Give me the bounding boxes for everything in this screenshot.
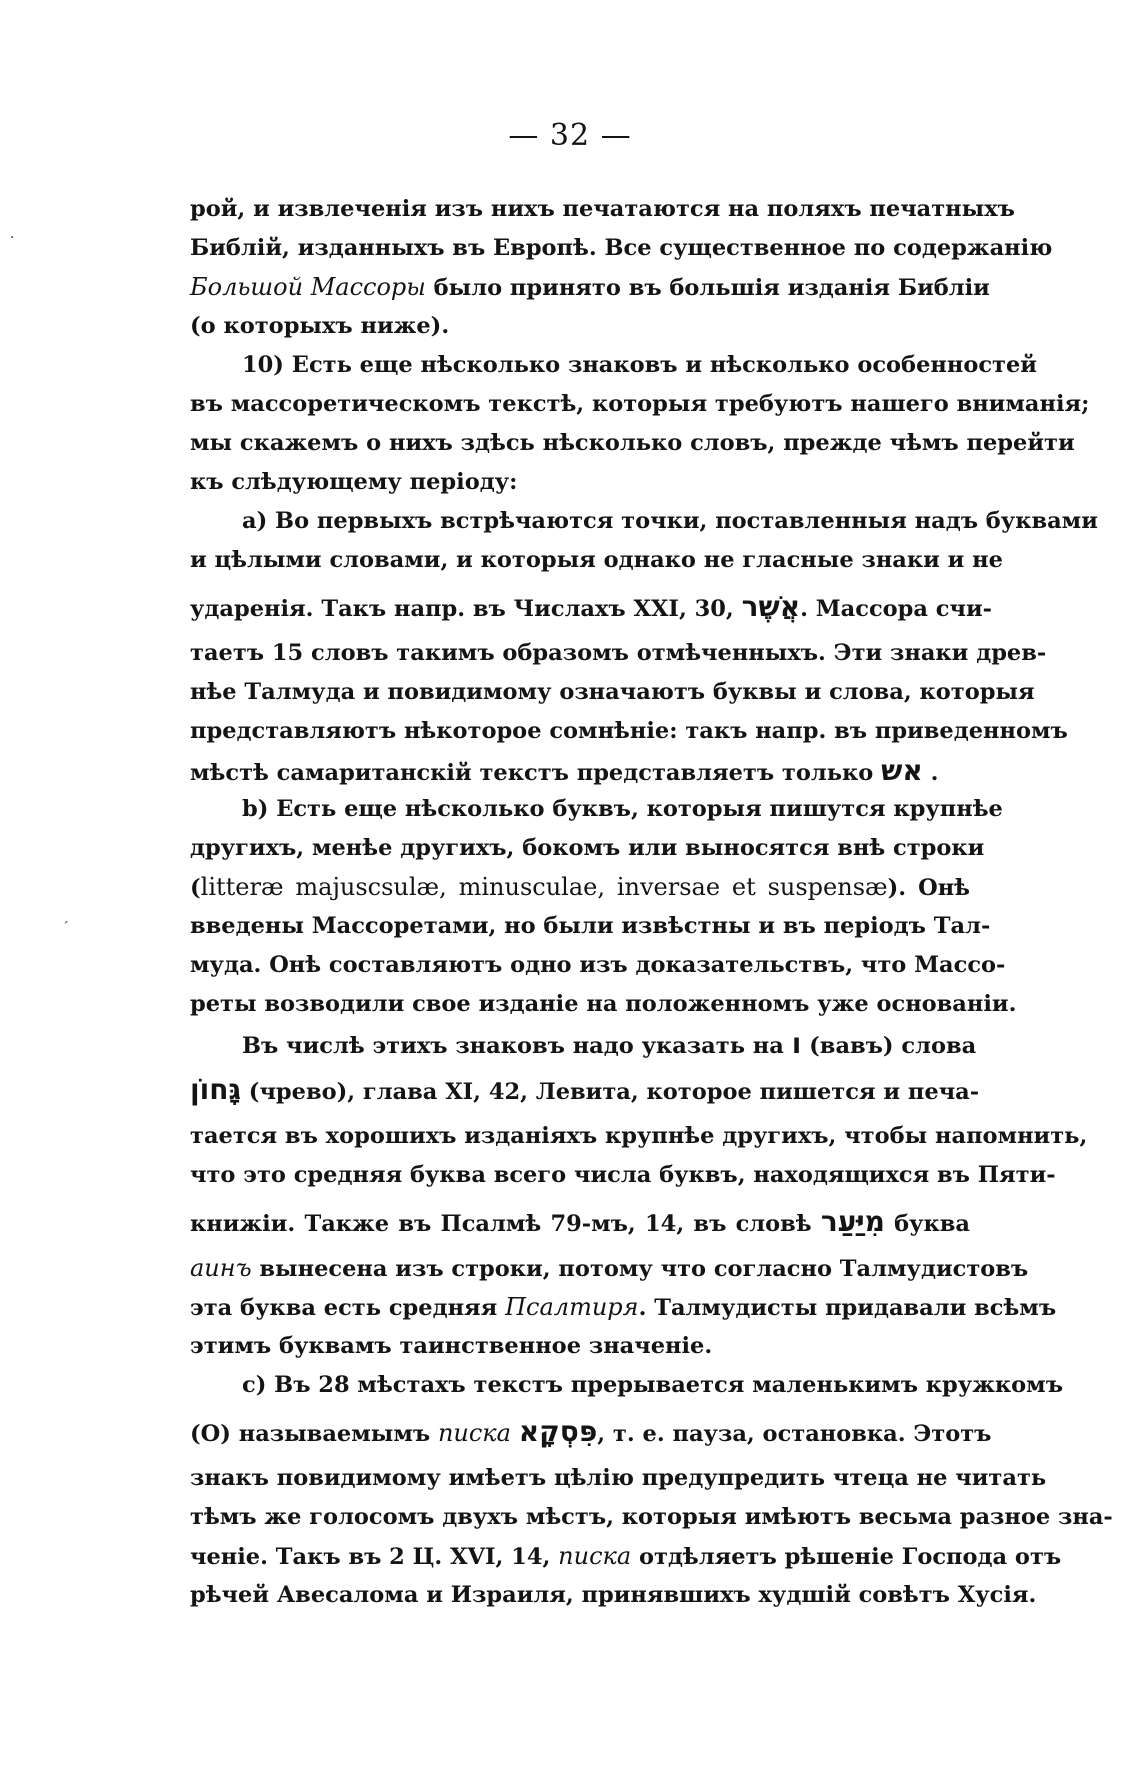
scan-speck: · bbox=[10, 230, 15, 246]
text-line: (litteræ majuscsulæ, minusculae, inversae et suspensæ). Онѣ bbox=[190, 873, 971, 901]
text-line: аинъ вынесена изъ строки, потому что согласно Талмудистовъ bbox=[190, 1254, 1029, 1282]
text-line: нѣе Талмуда и повидимому означаютъ буквы и слова, которыя bbox=[190, 679, 1035, 705]
hebrew-word: פִּסְקָא bbox=[518, 1415, 598, 1448]
text-line: a) Во первыхъ встрѣчаются точки, поставленныя надъ буквами bbox=[242, 508, 1098, 534]
text-line: (о которыхъ ниже). bbox=[190, 313, 450, 339]
text-line: въ массоретическомъ текстѣ, которыя требуютъ нашего вниманія; bbox=[190, 391, 1090, 417]
text-line: Въ числѣ этихъ знаковъ надо указать на ו (вавъ) слова bbox=[242, 1027, 977, 1060]
text-line: знакъ повидимому имѣетъ цѣлію предупредить чтеца не читать bbox=[190, 1465, 1047, 1491]
text-line: тается въ хорошихъ изданіяхъ крупнѣе другихъ, чтобы напомнить, bbox=[190, 1123, 1088, 1149]
page-number: — 32 — bbox=[508, 118, 632, 153]
text-line: Библій, изданныхъ въ Европѣ. Все существенное по содержанію bbox=[190, 235, 1053, 261]
text-line: мы скажемъ о нихъ здѣсь нѣсколько словъ, прежде чѣмъ перейти bbox=[190, 430, 1075, 456]
text-line: (O) называемымъ писка פִּסְקָא, т. е. пауза, остановка. Этотъ bbox=[190, 1415, 992, 1448]
text-line: книжіи. Также въ Псалмѣ 79-мъ, 14, въ словѣ מִיַּעַר буква bbox=[190, 1205, 970, 1238]
hebrew-word: מִיַּעַר bbox=[820, 1205, 885, 1238]
text-line: таетъ 15 словъ такимъ образомъ отмѣченныхъ. Эти знаки древ- bbox=[190, 640, 1047, 666]
text-line: къ слѣдующему періоду: bbox=[190, 469, 518, 495]
text-line: Большой Массоры было принято въ большія изданія Библіи bbox=[190, 273, 990, 301]
text-line: и цѣлыми словами, и которыя однако не гласные знаки и не bbox=[190, 547, 1003, 573]
text-line: этимъ буквамъ таинственное значеніе. bbox=[190, 1333, 713, 1359]
text-line: мѣстѣ самаританскій текстъ представляетъ только אש . bbox=[190, 754, 939, 787]
text-line: введены Массоретами, но были извѣстны и въ періодъ Тал- bbox=[190, 913, 991, 939]
text-line: b) Есть еще нѣсколько буквъ, которыя пишутся крупнѣе bbox=[242, 796, 1003, 822]
text-line: גָּחוֹן (чрево), глава XI, 42, Левита, которое пишется и печа- bbox=[190, 1073, 980, 1106]
text-line: рѣчей Авесалома и Израиля, принявшихъ худшій совѣтъ Хусія. bbox=[190, 1582, 1037, 1608]
body-text bbox=[190, 190, 1113, 1615]
text-line: реты возводили свое изданіе на положенномъ уже основаніи. bbox=[190, 991, 1017, 1017]
text-line: представляютъ нѣкоторое сомнѣніе: такъ напр. въ приведенномъ bbox=[190, 718, 1068, 744]
text-line: c) Въ 28 мѣстахъ текстъ прерывается маленькимъ кружкомъ bbox=[242, 1372, 1063, 1398]
text-line: муда. Онѣ составляютъ одно изъ доказательствъ, что Массо- bbox=[190, 952, 1006, 978]
scan-speck: ´ bbox=[62, 920, 69, 936]
italic-term: писка bbox=[558, 1542, 632, 1570]
text-line: тѣмъ же голосомъ двухъ мѣстъ, которыя имѣютъ весьма разное зна- bbox=[190, 1504, 1113, 1530]
hebrew-letter: ו bbox=[791, 1027, 802, 1060]
hebrew-word: אש bbox=[881, 754, 923, 787]
text-line: ударенія. Такъ напр. въ Числахъ XXI, 30, אֲשֶׁר. Массора счи- bbox=[190, 590, 992, 623]
hebrew-word: אֲשֶׁר bbox=[741, 590, 801, 623]
text-line: 10) Есть еще нѣсколько знаковъ и нѣсколько особенностей bbox=[242, 352, 1037, 378]
text-line: другихъ, менѣе другихъ, бокомъ или выносятся внѣ строки bbox=[190, 835, 985, 861]
italic-term: писка bbox=[437, 1419, 511, 1447]
latin-terms: litteræ majuscsulæ, minusculae, inversae et suspensæ bbox=[200, 873, 888, 901]
italic-term: Псалтиря bbox=[505, 1293, 639, 1321]
text-line: эта буква есть средняя Псалтиря. Талмудисты придавали всѣмъ bbox=[190, 1293, 1057, 1321]
italic-term: аинъ bbox=[190, 1254, 252, 1282]
text-line: что это средняя буква всего числа буквъ, находящихся въ Пяти- bbox=[190, 1162, 1056, 1188]
text-line: рой, и извлеченія изъ нихъ печатаются на поляхъ печатныхъ bbox=[190, 196, 1015, 222]
text-line: ченіе. Такъ въ 2 Ц. XVI, 14, писка отдѣляетъ рѣшеніе Господа отъ bbox=[190, 1542, 1062, 1570]
italic-term: Большой Массоры bbox=[190, 273, 426, 301]
hebrew-word: גָּחוֹן bbox=[190, 1073, 241, 1106]
